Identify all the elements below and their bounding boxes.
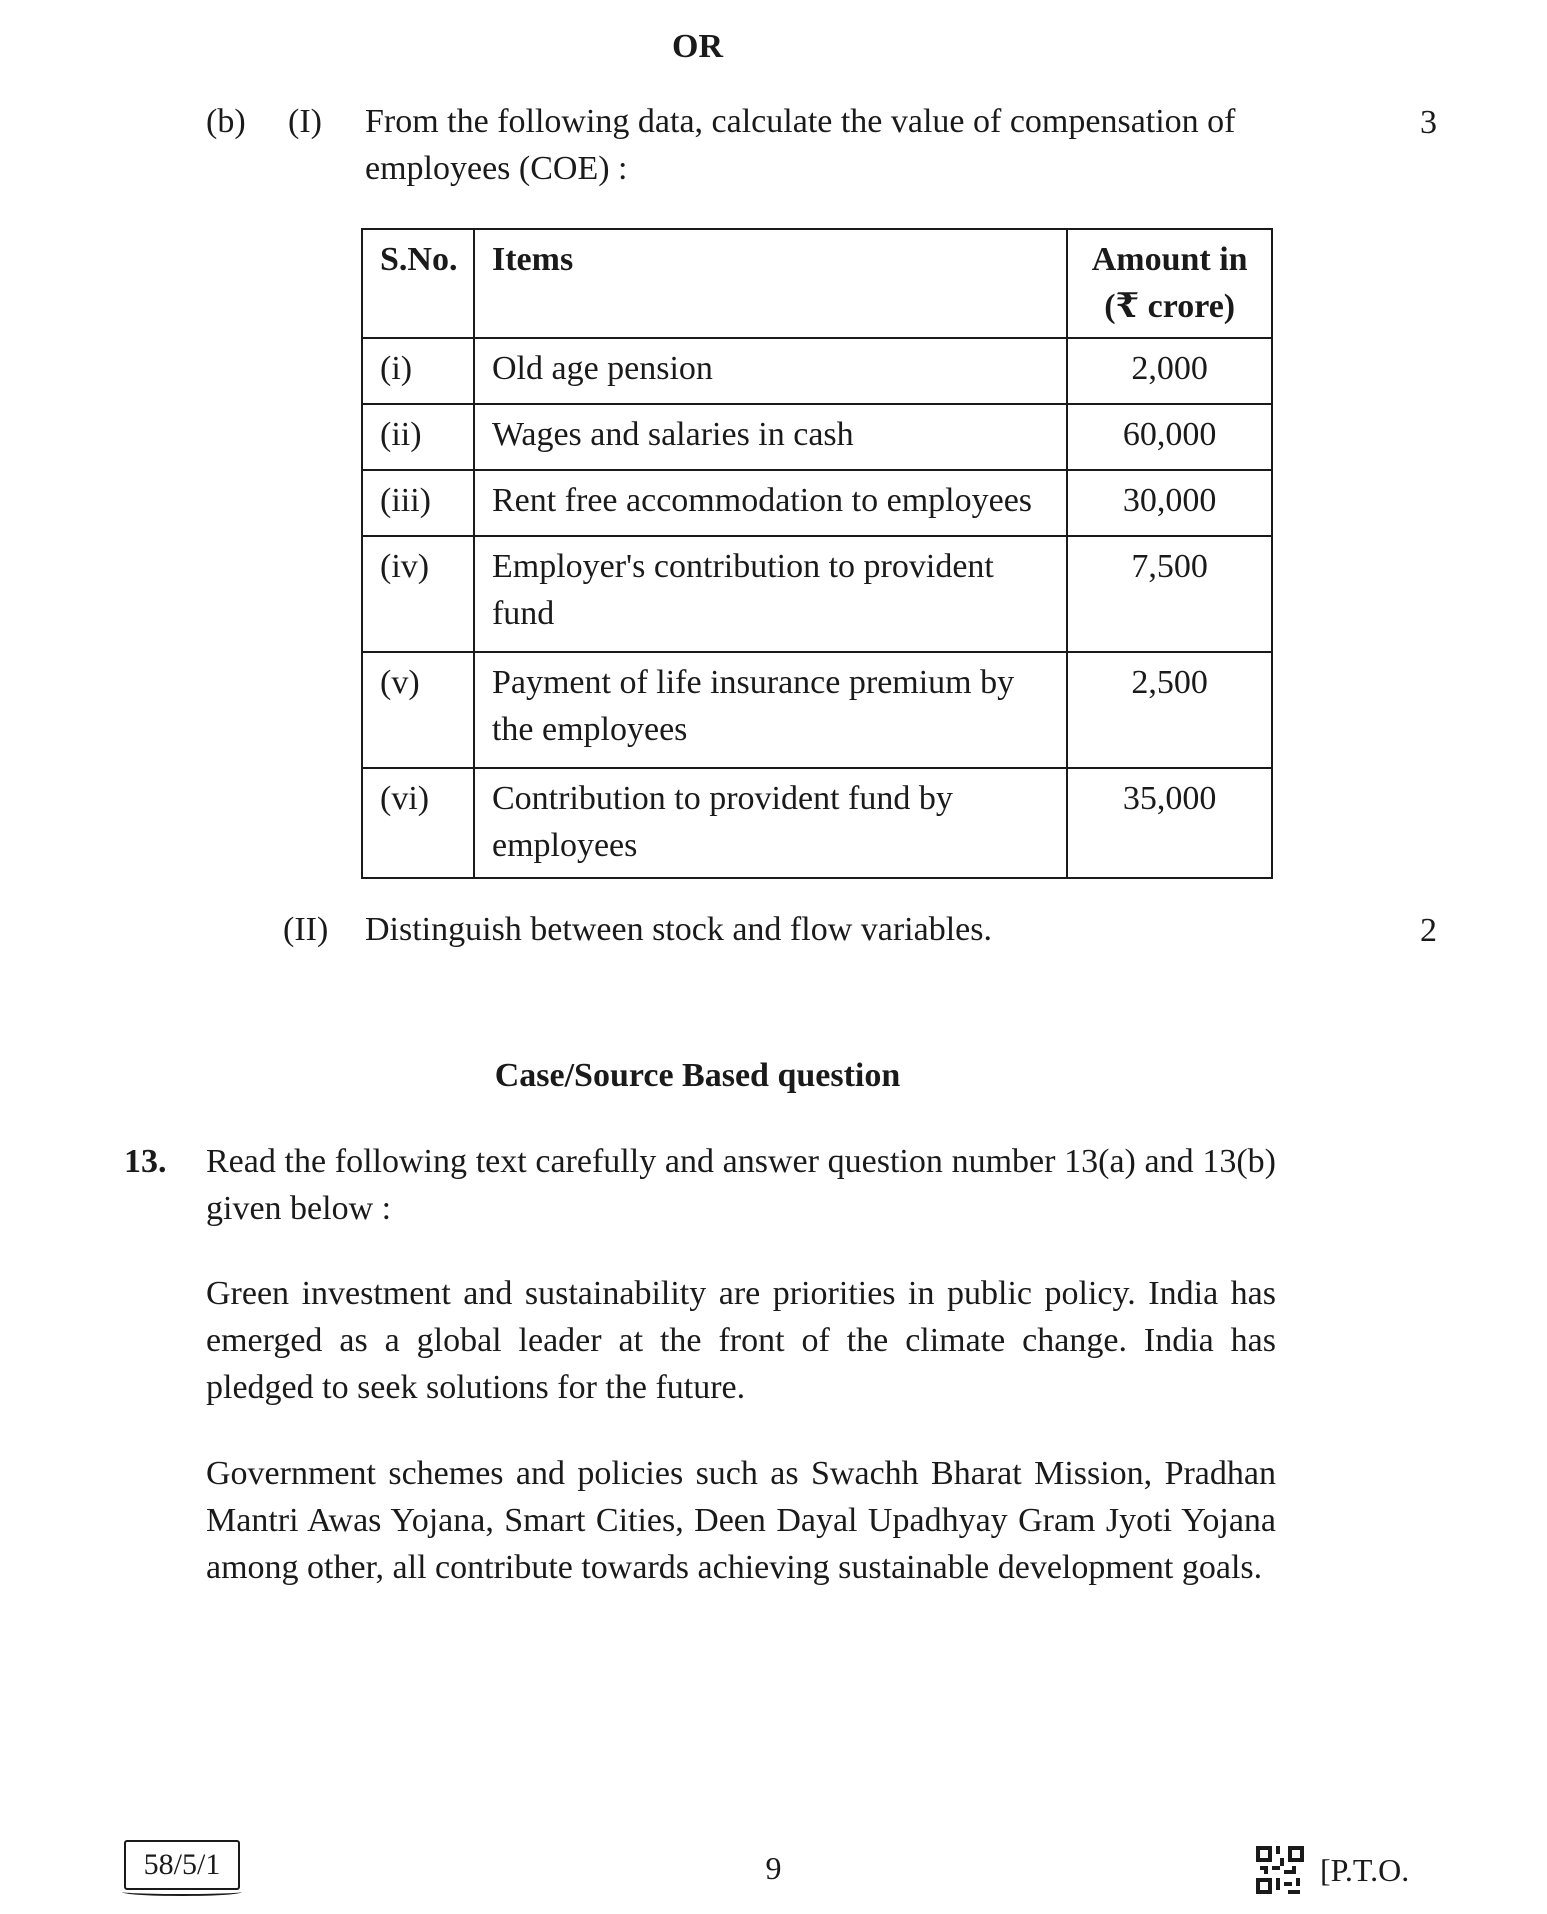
table-row <box>362 536 1272 652</box>
row-item: Rent free accommodation to employees <box>474 470 1067 536</box>
row-item: Employer's contribution to provident fund <box>474 536 1067 652</box>
row-amount: 2,500 <box>1067 652 1272 768</box>
table-row <box>362 652 1272 768</box>
or-heading: OR <box>672 28 723 65</box>
part-i-marks: 3 <box>1420 104 1437 141</box>
row-item: Old age pension <box>474 338 1067 404</box>
table-row <box>362 338 1272 404</box>
part-ii-text: Distinguish between stock and flow variables. <box>365 911 992 948</box>
table-row <box>362 404 1272 470</box>
row-sno: (iv) <box>362 536 474 652</box>
row-amount: 35,000 <box>1067 768 1272 878</box>
row-item: Wages and salaries in cash <box>474 404 1067 470</box>
header-sno: S.No. <box>362 229 474 338</box>
row-sno: (iii) <box>362 470 474 536</box>
row-sno: (v) <box>362 652 474 768</box>
row-sno: (ii) <box>362 404 474 470</box>
part-i-line2: employees (COE) : <box>365 150 628 187</box>
paper-code-badge: 58/5/1 <box>124 1840 240 1890</box>
question-13-number: 13. <box>124 1143 167 1180</box>
question-b-label: (b) <box>206 103 246 140</box>
row-item: Payment of life insurance premium by the employees <box>474 652 1067 768</box>
header-amount-line2: (₹ crore) <box>1104 288 1236 325</box>
case-based-heading: Case/Source Based question <box>494 1057 901 1094</box>
question-13-intro: Read the following text carefully and answer question number 13(a) and 13(b) given below : <box>206 1143 1276 1227</box>
row-amount: 7,500 <box>1067 536 1272 652</box>
part-ii-marks: 2 <box>1420 912 1437 949</box>
case-paragraph-2: Government schemes and policies such as Swachh Bharat Mission, Pradhan Mantri Awas Yojana, Smart Cities, Deen Dayal Upadhyay Gram Jyoti Yojana among other, all contribute towards achieving sustainable development goals. <box>206 1455 1276 1586</box>
row-sno: (vi) <box>362 768 474 878</box>
part-ii-label: (II) <box>283 911 329 948</box>
please-turn-over: [P.T.O. <box>1320 1852 1410 1888</box>
row-amount: 30,000 <box>1067 470 1272 536</box>
table-header-row <box>362 229 1272 338</box>
row-amount: 2,000 <box>1067 338 1272 404</box>
header-amount <box>1067 229 1272 338</box>
page-number: 9 <box>765 1850 782 1886</box>
header-amount-line1: Amount in <box>1091 241 1248 278</box>
part-i-line1: From the following data, calculate the value of compensation of <box>365 103 1236 140</box>
table-row <box>362 768 1272 878</box>
header-items: Items <box>474 229 1067 338</box>
compensation-data-table <box>361 228 1273 879</box>
row-item: Contribution to provident fund by employees <box>474 768 1067 878</box>
row-amount: 60,000 <box>1067 404 1272 470</box>
case-paragraph-1: Green investment and sustainability are priorities in public policy. India has emerged as a global leader at the front of the climate change. India has pledged to seek solutions for the future. <box>206 1275 1276 1406</box>
part-i-label: (I) <box>288 103 322 140</box>
table-row <box>362 470 1272 536</box>
qr-code-icon <box>1256 1846 1304 1894</box>
row-sno: (i) <box>362 338 474 404</box>
